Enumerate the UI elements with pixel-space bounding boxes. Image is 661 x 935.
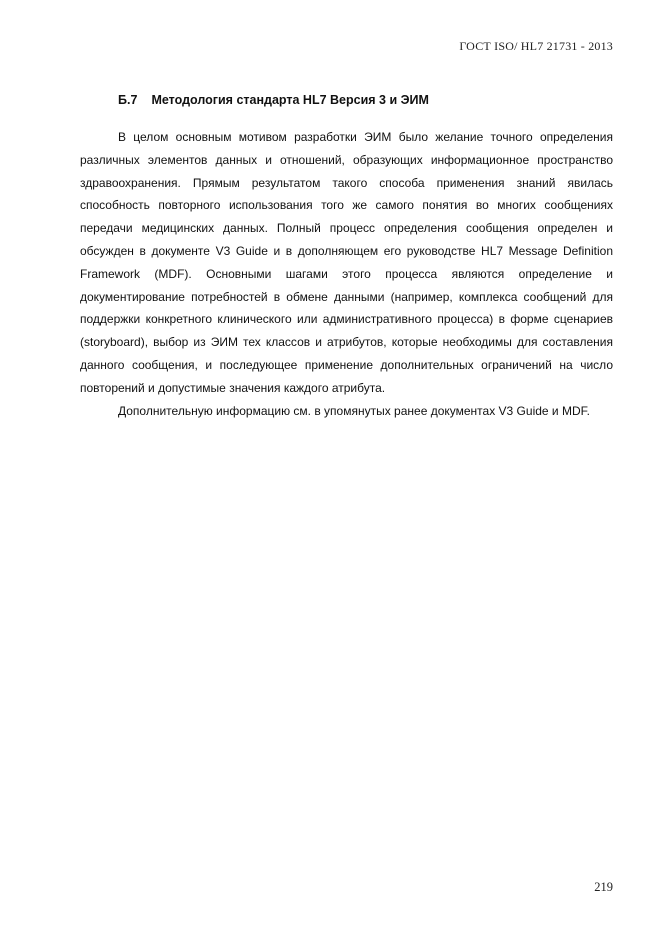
standard-code-header: ГОСТ ISO/ HL7 21731 - 2013 bbox=[459, 39, 613, 53]
section-heading bbox=[118, 93, 429, 107]
body-text bbox=[80, 126, 613, 422]
paragraph-main: В целом основным мотивом разработки ЭИМ было желание точного определения различных элементов данных и отношений, образующих информационное пространство здравоохранения. Прямым результатом такого способа применения знаний явилась способность повторного использования того же самого понятия во многих сообщениях передачи медицинских данных. Полный процесс определения сообщения определен и обсужден в документе V3 Guide и в дополняющем его руководстве HL7 Message Definition Framework (MDF). Основными шагами этого процесса являются определение и документирование потребностей в обмене данными (например, комплекса сообщений для поддержки конкретного клинического или административного процесса) в форме сценариев (storyboard), выбор из ЭИМ тех классов и атрибутов, которые необходимы для составления данного сообщения, и последующее применение дополнительных ограничений на число повторений и допустимые значения каждого атрибута. bbox=[80, 130, 613, 395]
section-title: Методология стандарта HL7 Версия 3 и ЭИМ bbox=[151, 93, 429, 107]
paragraph-reference: Дополнительную информацию см. в упомянутых ранее документах V3 Guide и MDF. bbox=[118, 403, 590, 418]
page-number: 219 bbox=[594, 880, 613, 894]
section-number: Б.7 bbox=[118, 93, 138, 107]
